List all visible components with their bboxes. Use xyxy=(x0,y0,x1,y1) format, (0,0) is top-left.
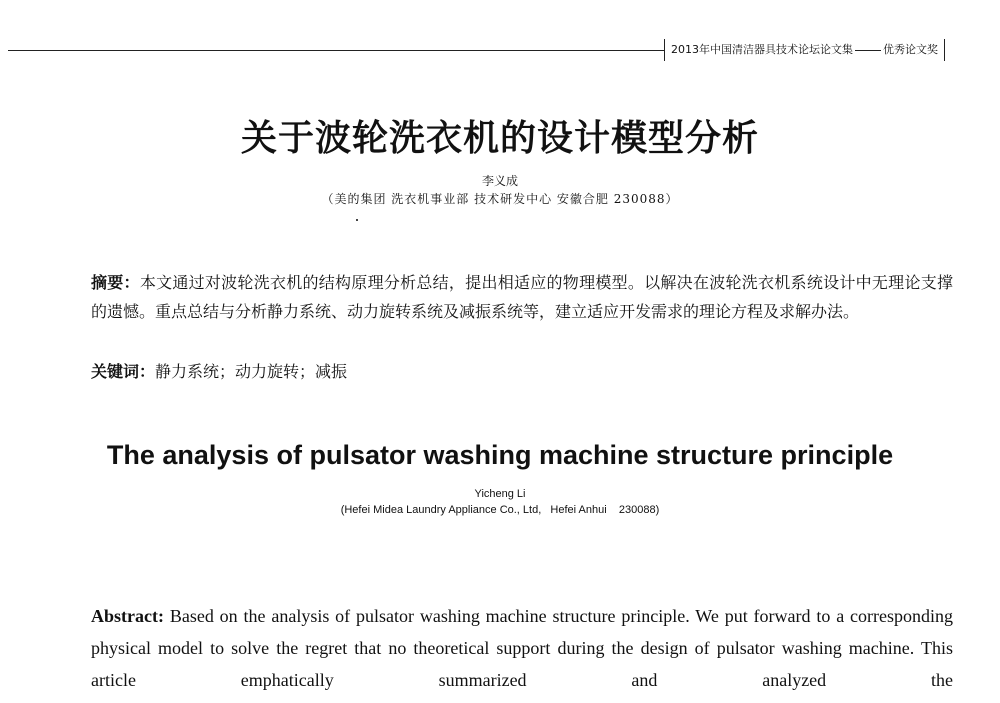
keywords-cn xyxy=(91,357,953,386)
header-rule xyxy=(8,50,664,51)
author-en: Yicheng Li xyxy=(474,488,526,500)
scan-speck xyxy=(356,219,358,221)
page-title-en: The analysis of pulsator washing machine structure principle xyxy=(106,440,894,470)
affiliation-cn: （美的集团 洗衣机事业部 技术研发中心 安徽合肥 230088） xyxy=(321,192,679,206)
author-cn: 李义成 xyxy=(481,174,518,188)
page-title-cn: 关于波轮洗衣机的设计模型分析 xyxy=(240,118,759,159)
keywords-label-cn: 关键词： xyxy=(91,362,156,381)
abstract-label-en: Abstract: xyxy=(91,606,164,626)
header-dash xyxy=(855,50,881,51)
abstract-text-en: Based on the analysis of pulsator washing machine structure principle. We put forward to a corresponding physical model to solve the regret that no theoretical support during the design of pulsator washing machine. This article emphatically summarized and analyzed the xyxy=(91,606,953,690)
abstract-en xyxy=(91,600,953,696)
abstract-cn xyxy=(91,268,953,326)
award-label: 优秀论文奖 xyxy=(883,43,938,56)
keywords-text-cn: 静力系统；动力旋转；减振 xyxy=(155,362,348,381)
abstract-label-cn: 摘要： xyxy=(91,273,140,292)
running-header xyxy=(664,39,945,61)
affiliation-en: (Hefei Midea Laundry Appliance Co., Ltd, Hefei Anhui 230088) xyxy=(340,504,660,516)
abstract-text-cn: 本文通过对波轮洗衣机的结构原理分析总结，提出相适应的物理模型。以解决在波轮洗衣机系统设计中无理论支撑的遗憾。重点总结与分析静力系统、动力旋转系统及减振系统等，建立适应开发需求的理论方程及求解办法。 xyxy=(91,273,953,321)
proceedings-title: 2013年中国清洁器具技术论坛论文集 xyxy=(671,43,853,56)
